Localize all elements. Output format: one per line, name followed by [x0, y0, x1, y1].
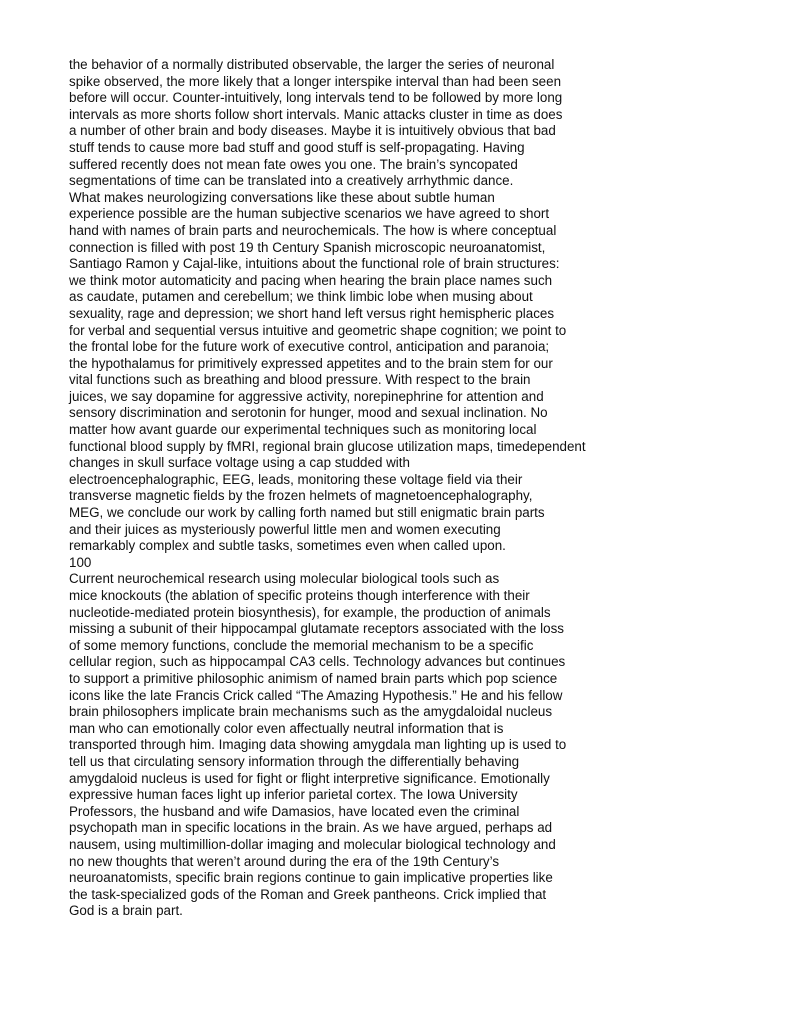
- text-line: remarkably complex and subtle tasks, sometimes even when called upon.: [69, 538, 506, 554]
- text-line: connection is filled with post 19 th Century Spanish microscopic neuroanatomist,: [69, 239, 546, 255]
- text-line: transported through him. Imaging data showing amygdala man lighting up is used to: [69, 737, 567, 753]
- text-line: for verbal and sequential versus intuitive and geometric shape cognition; we point to: [69, 322, 567, 338]
- text-line: matter how avant guarde our experimental techniques such as monitoring local: [69, 422, 537, 438]
- text-line: brain philosophers implicate brain mechanisms such as the amygdaloidal nucleus: [69, 704, 553, 720]
- text-line: to support a primitive philosophic animism of named brain parts which pop science: [69, 670, 558, 686]
- text-line: of some memory functions, conclude the memorial mechanism to be a specific: [69, 637, 534, 653]
- text-line: Professors, the husband and wife Damasios, have located even the criminal: [69, 803, 520, 819]
- text-line: the task-specialized gods of the Roman and Greek pantheons. Crick implied that: [69, 886, 547, 902]
- text-line: nausem, using multimillion-dollar imaging and molecular biological technology and: [69, 836, 556, 852]
- text-line: mice knockouts (the ablation of specific proteins though interference with their: [69, 588, 530, 603]
- text-line: the hypothalamus for primitively expressed appetites and to the brain stem for our: [69, 355, 553, 371]
- text-line: missing a subunit of their hippocampal glutamate receptors associated with the loss: [69, 621, 564, 637]
- text-line: functional blood supply by fMRI, regional brain glucose utilization maps, timedependent: [69, 438, 586, 454]
- text-line: the frontal lobe for the future work of executive control, anticipation and paranoia;: [69, 339, 550, 355]
- text-line: Current neurochemical research using molecular biological tools such as: [69, 571, 500, 587]
- text-line: as caudate, putamen and cerebellum; we think limbic lobe when musing about: [69, 289, 533, 305]
- text-line: MEG, we conclude our work by calling forth named but still enigmatic brain parts: [69, 505, 545, 521]
- text-line: segmentations of time can be translated into a creatively arrhythmic dance.: [69, 173, 514, 189]
- text-line: sexuality, rage and depression; we short hand left versus right hemispheric places: [69, 305, 555, 321]
- text-line: and their juices as mysteriously powerful little men and women executing: [69, 521, 501, 537]
- text-line: neuroanatomists, specific brain regions continue to gain implicative properties like: [69, 870, 553, 886]
- text-line: icons like the late Francis Crick called “The Amazing Hypothesis.” He and his fellow: [69, 687, 563, 703]
- text-line: electroencephalographic, EEG, leads, monitoring these voltage field via their: [69, 471, 523, 487]
- text-line: changes in skull surface voltage using a cap studded with: [69, 455, 410, 471]
- text-line: no new thoughts that weren’t around during the era of the 19th Century’s: [69, 853, 500, 869]
- text-line: nucleotide-mediated protein biosynthesis), for example, the production of animals: [69, 604, 551, 620]
- text-line: psychopath man in specific locations in the brain. As we have argued, perhaps ad: [69, 820, 553, 836]
- text-line: man who can emotionally color even affectually neutral information that is: [69, 720, 504, 736]
- text-line: hand with names of brain parts and neurochemicals. The how is where conceptual: [69, 222, 557, 238]
- text-line: experience possible are the human subjective scenarios we have agreed to short: [69, 206, 550, 222]
- text-line: tell us that circulating sensory information through the differentially behaving: [69, 753, 520, 769]
- text-line: before will occur. Counter-intuitively, long intervals tend to be followed by more long: [69, 90, 563, 106]
- text-line: God is a brain part.: [69, 903, 183, 919]
- text-line: Santiago Ramon y Cajal-like, intuitions about the functional role of brain structures:: [69, 256, 560, 272]
- text-line: the behavior of a normally distributed observable, the larger the series of neuronal: [69, 57, 555, 72]
- text-line: suffered recently does not mean fate owes you one. The brain’s syncopated: [69, 156, 518, 172]
- text-line: sensory discrimination and serotonin for hunger, mood and sexual inclination. No: [69, 405, 548, 421]
- text-line: What makes neurologizing conversations like these about subtle human: [69, 189, 495, 205]
- text-line: intervals as more shorts follow short intervals. Manic attacks cluster in time as does: [69, 106, 563, 122]
- text-line: expressive human faces light up inferior parietal cortex. The Iowa University: [69, 787, 518, 803]
- text-line: we think motor automaticity and pacing when hearing the brain place names such: [69, 272, 553, 288]
- page-number: 100: [69, 554, 92, 570]
- text-line: vital functions such as breathing and blood pressure. With respect to the brain: [69, 372, 531, 388]
- text-line: stuff tends to cause more bad stuff and good stuff is self-propagating. Having: [69, 139, 525, 155]
- text-line: cellular region, such as hippocampal CA3 cells. Technology advances but continues: [69, 654, 566, 670]
- body-text: [69, 57, 729, 920]
- text-line: spike observed, the more likely that a longer interspike interval than had been seen: [69, 73, 562, 89]
- text-line: a number of other brain and body diseases. Maybe it is intuitively obvious that bad: [69, 123, 556, 139]
- text-line: transverse magnetic fields by the frozen helmets of magnetoencephalography,: [69, 488, 533, 504]
- text-line: juices, we say dopamine for aggressive activity, norepinephrine for attention and: [69, 388, 544, 404]
- text-line: amygdaloid nucleus is used for fight or flight interpretive significance. Emotionally: [69, 770, 550, 786]
